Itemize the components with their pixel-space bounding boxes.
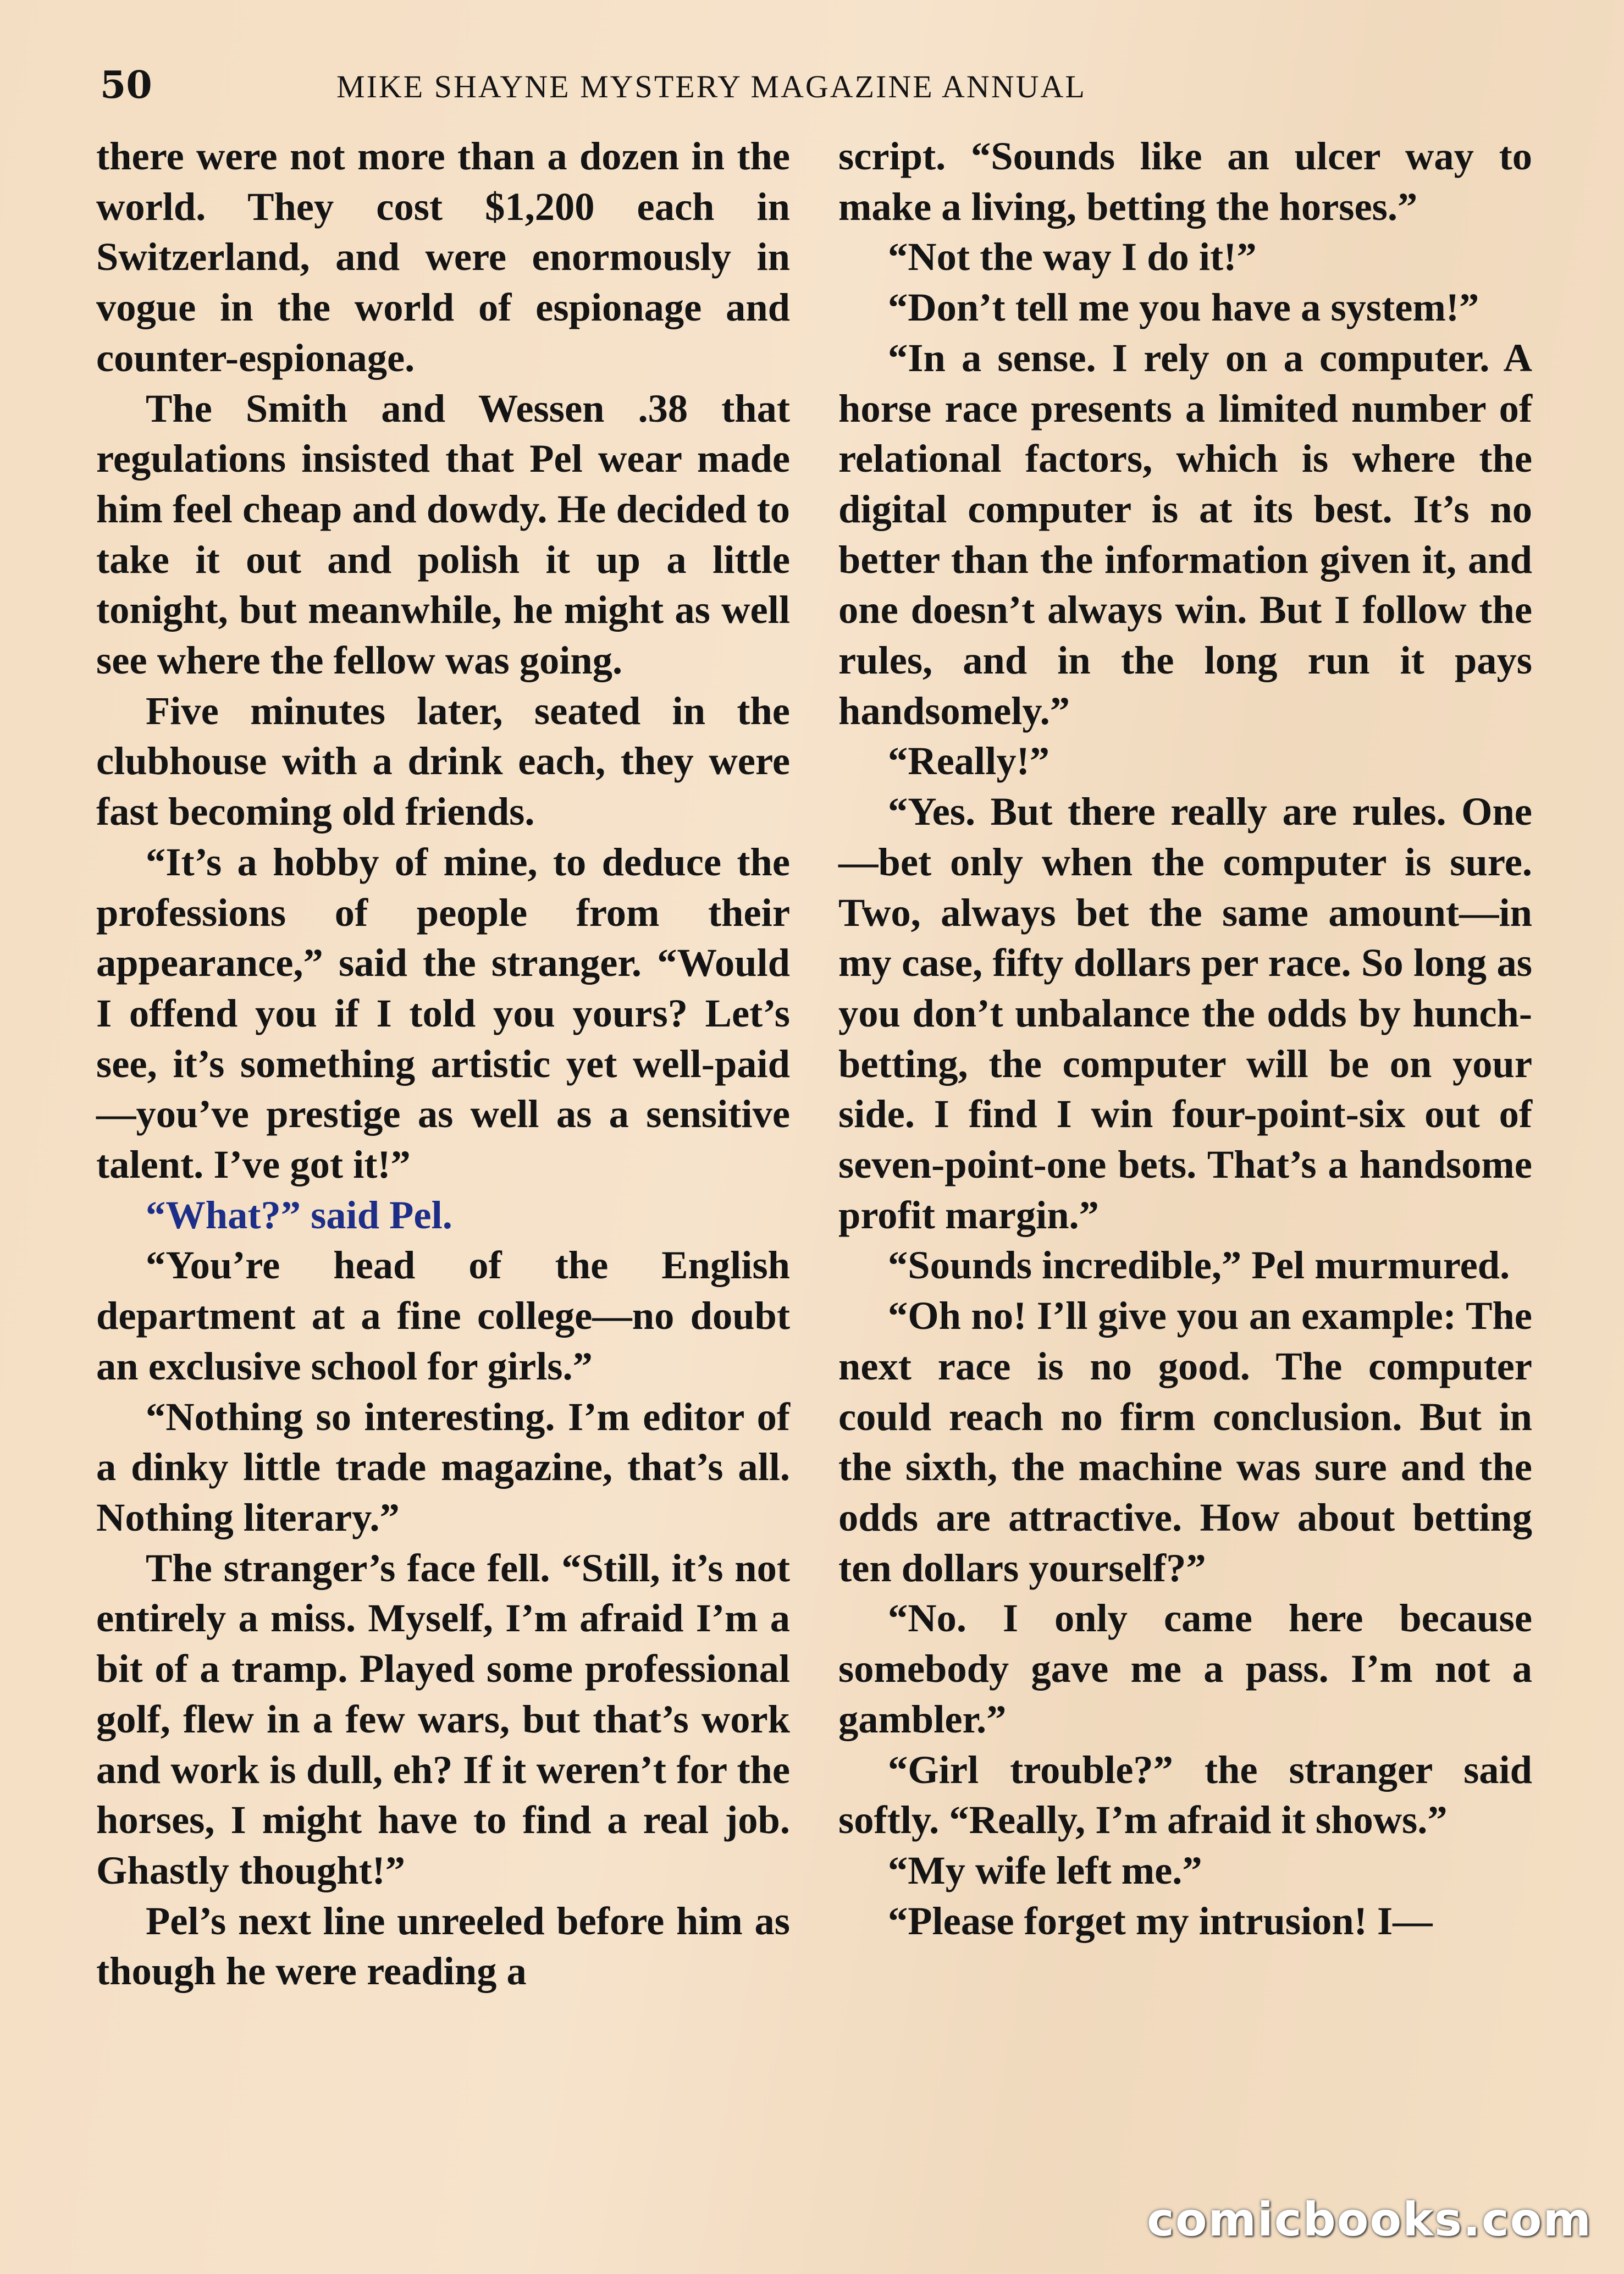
paragraph: The Smith and Wessen .38 that regulations insisted that Pel wear made him feel cheap and dowdy. He decided to take it out and polish it up a little tonight, but meanwhile, he might as well see where the fellow was going. <box>96 385 790 683</box>
paragraph: “Please forget my intrusion! I— <box>888 1898 1433 1943</box>
paragraph: Pel’s next line unreeled before him as though he were reading a <box>96 1898 790 1994</box>
paragraph: “It’s a hobby of mine, to deduce the professions of people from their appearance,” said the stranger. “Would I offend you if I told you yours? Let’s see, it’s something artistic yet well-paid—you’ve prestige as well as a sensitive talent. I’ve got it!” <box>96 839 790 1187</box>
paragraph: Five minutes later, seated in the clubhouse with a drink each, they were fast becoming old friends. <box>96 688 790 834</box>
paragraph: “Nothing so interesting. I’m editor of a dinky little trade magazine, that’s all. Nothing literary.” <box>96 1394 790 1539</box>
paragraph: “Yes. But there really are rules. One—bet only when the computer is sure. Two, always bet the same amount—in my case, fifty dollars per race. So long as you don’t unbalance the odds by hunch-betting, the computer will be on your side. I find I win four-point-six out of seven-point-one bets. That’s a handsome profit margin.” <box>838 789 1532 1237</box>
left-column <box>96 131 790 1996</box>
paragraph: “Don’t tell me you have a system!” <box>888 285 1479 330</box>
paragraph: “Sounds incredible,” Pel murmured. <box>888 1243 1510 1288</box>
paragraph: there were not more than a dozen in the world. They cost $1,200 each in Switzerland, and were enormously in vogue in the world of espionage and counter-espionage. <box>96 134 790 380</box>
watermark: comicbooks.com <box>1147 2193 1592 2247</box>
paragraph: “No. I only came here because somebody gave me a pass. I’m not a gambler.” <box>838 1596 1532 1741</box>
paragraph: “In a sense. I rely on a computer. A horse race presents a limited number of relational factors, which is where the digital computer is at its best. It’s no better than the information given it, and one doesn’t always win. But I follow the rules, and in the long run it pays handsomely.” <box>838 335 1532 733</box>
right-column <box>838 131 1532 1946</box>
running-title: MIKE SHAYNE MYSTERY MAGAZINE ANNUAL <box>336 69 1086 104</box>
paragraph: “What?” said Pel. <box>146 1192 452 1237</box>
page-number: 50 <box>100 63 152 107</box>
paragraph: “Really!” <box>888 738 1049 783</box>
paragraph: “Not the way I do it!” <box>888 234 1257 279</box>
paragraph: “You’re head of the English department at a fine college—no doubt an exclusive school for girls.” <box>96 1243 790 1388</box>
page-header <box>100 60 1584 110</box>
paragraph: “My wife left me.” <box>888 1847 1202 1892</box>
paragraph: “Oh no! I’ll give you an example: The next race is no good. The computer could reach no firm conclusion. But in the sixth, the machine was sure and the odds are attractive. How about betting ten dollars yourself?” <box>838 1293 1532 1590</box>
paragraph: script. “Sounds like an ulcer way to make a living, betting the horses.” <box>838 134 1532 229</box>
paragraph: The stranger’s face fell. “Still, it’s not entirely a miss. Myself, I’m afraid I’m a bit of a tramp. Played some professional golf, flew in a few wars, but that’s work and work is dull, eh? If it weren’t for the horses, I might have to find a real job. Ghastly thought!” <box>96 1545 790 1892</box>
paragraph: “Girl trouble?” the stranger said softly. “Really, I’m afraid it shows.” <box>838 1747 1532 1842</box>
